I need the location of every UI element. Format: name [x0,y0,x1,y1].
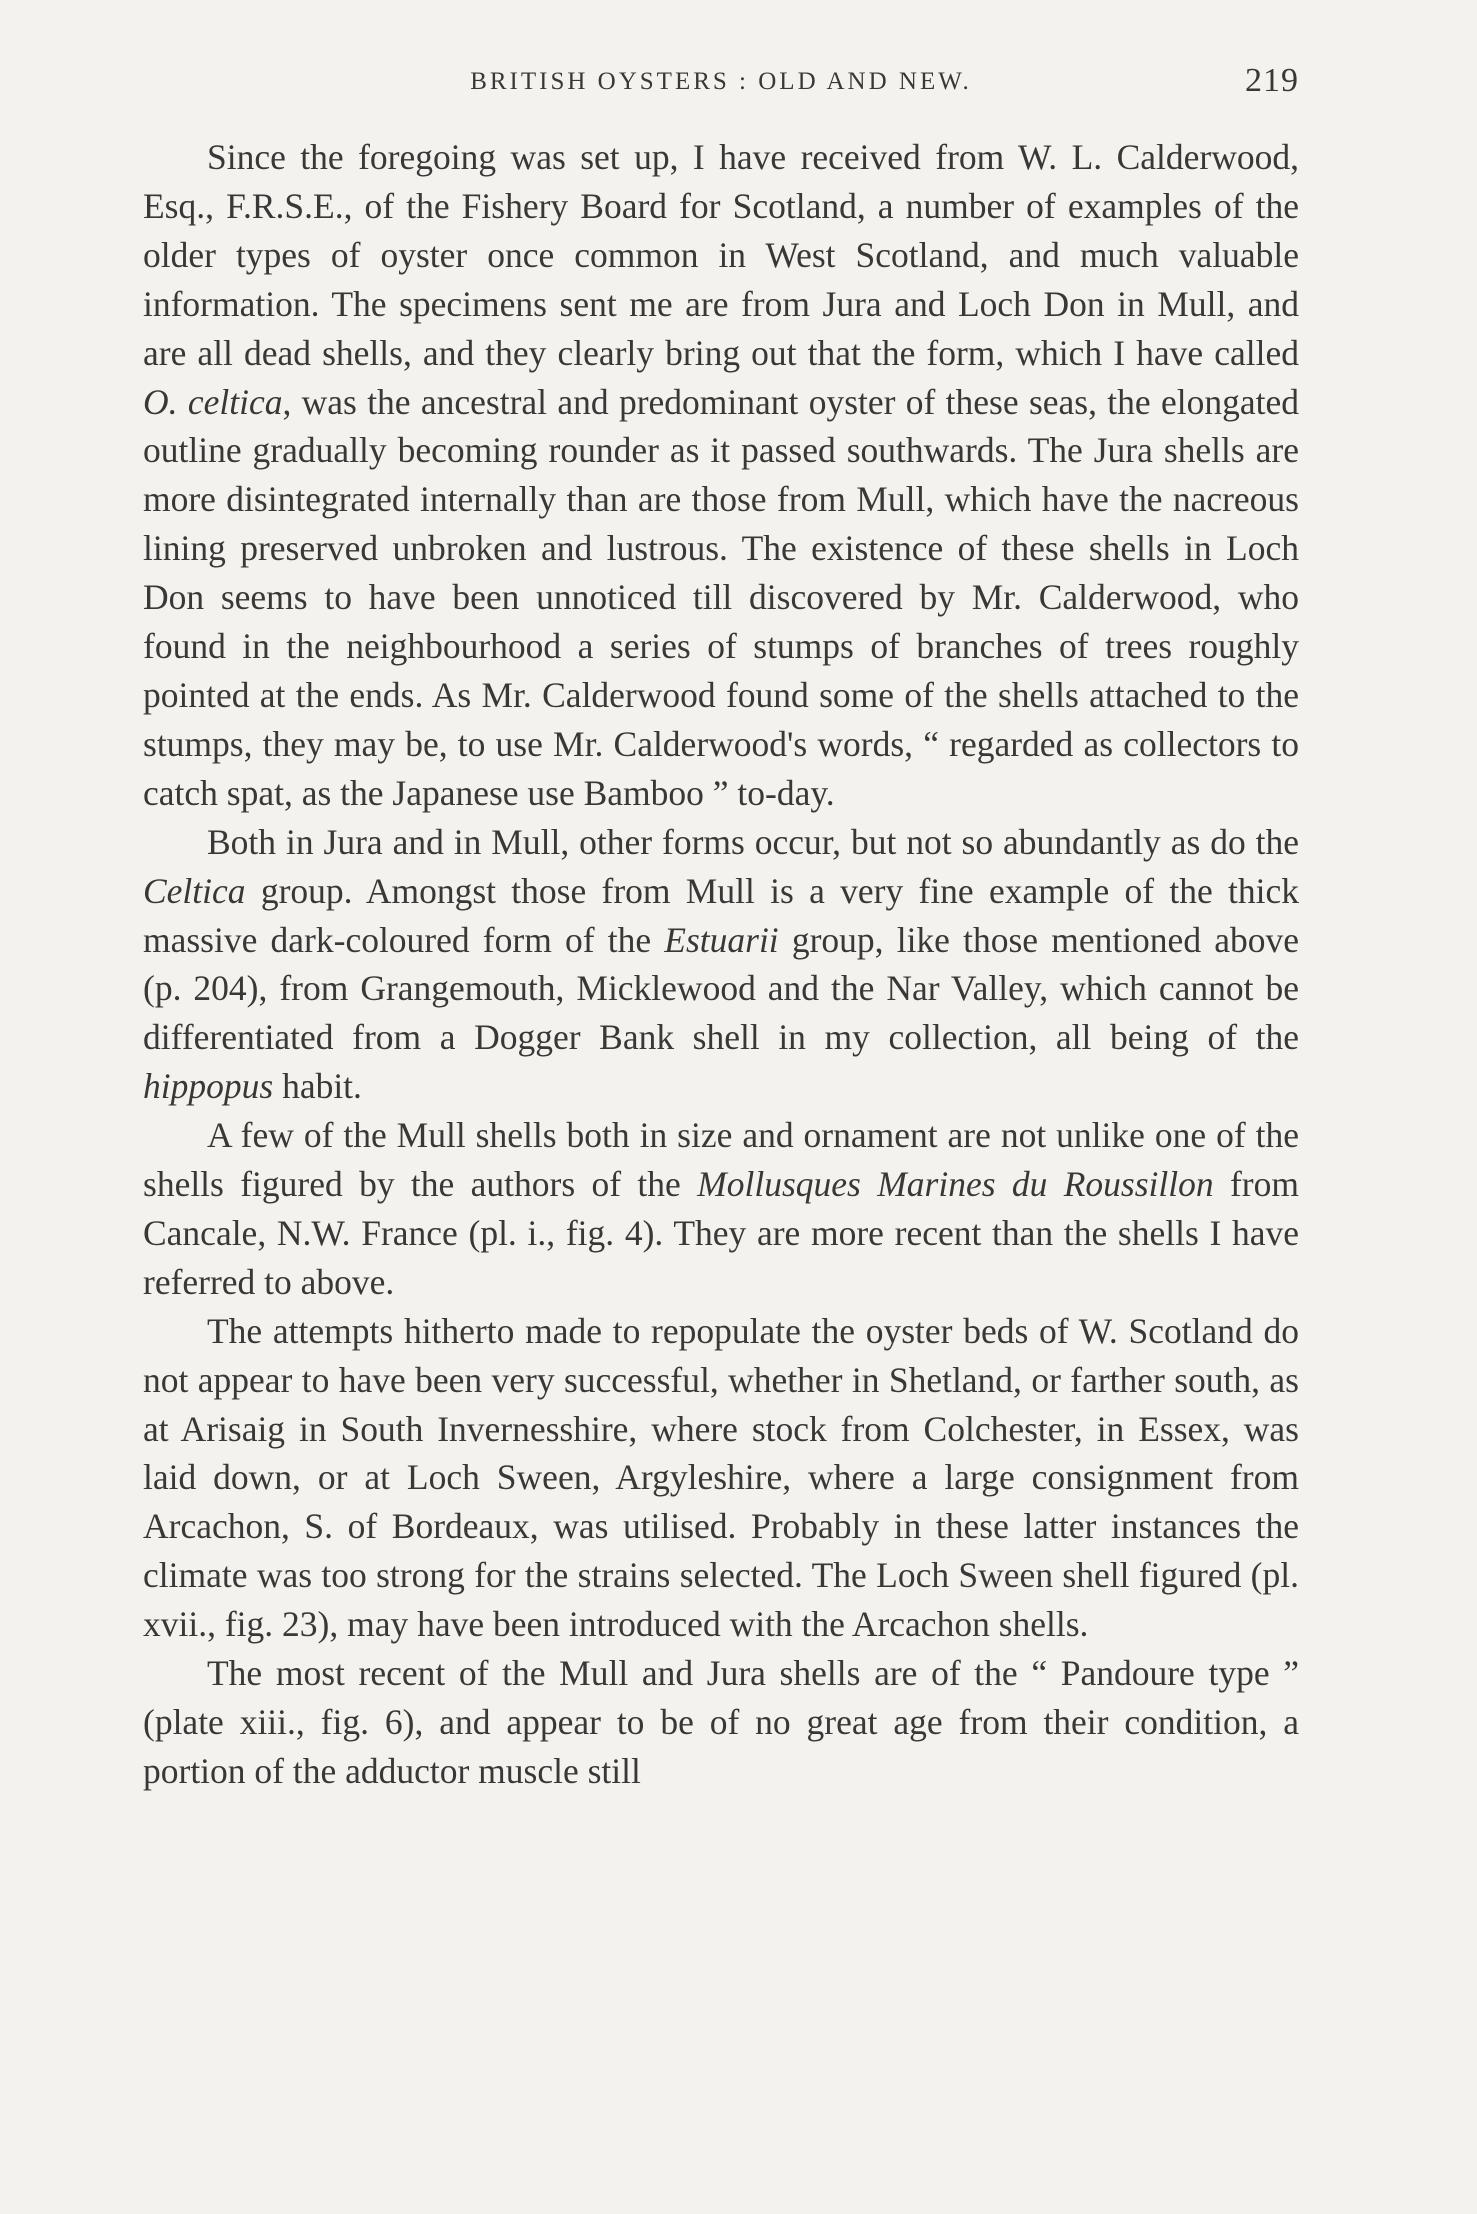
text-segment: The attempts hitherto made to repopulate the oyster beds of W. Scotland do not appear to have been very successful, whether in Shetland, or farther south, as at Arisaig in South Invernesshire, where stock from Colchester, in Essex, was laid down, or at Loch Sween, Argyleshire, where a large consignment from Arcachon, S. of Bordeaux, was utilised. Probably in these latter instances the climate was too strong for the strains selected. The Loch Sween shell figured (pl. xvii., fig. 23), may have been introduced with the Arcachon shells. [143,1310,1299,1645]
italic-segment: Celtica [143,870,246,911]
running-head [143,62,1299,102]
body-text [143,133,1299,1796]
paragraph [143,1649,1299,1796]
italic-segment: O. celtica [143,381,283,422]
italic-segment: Mollusques Marines du Roussillon [697,1164,1214,1205]
text-segment: from Cancale, N.W. France (pl. i., fig. 4). They are more recent than the shells I have referred to above. [143,1164,1299,1302]
text-segment: Since the foregoing was set up, I have received from W. L. Calderwood, Esq., F.R.S.E., of the Fishery Board for Scotland, a number of examples of the older types of oyster once common in West Scotland, and much valuable information. The specimens sent me are from Jura and Loch Don in Mull, and are all dead shells, and they clearly bring out that the form, which I have called [143,137,1299,373]
italic-segment: Estuarii [664,919,779,960]
paragraph [143,133,1299,818]
paragraph [143,1111,1299,1307]
text-segment: habit. [273,1066,362,1107]
text-segment: A few of the Mull shells both in size and ornament are not unlike one of the shells figured by the authors of the [143,1115,1299,1205]
paragraph [143,818,1299,1111]
text-segment: group, like those mentioned above (p. 204), from Grangemouth, Micklewood and the Nar Valley, which cannot be differentiated from a Dogger Bank shell in my collection, all being of the [143,919,1299,1058]
italic-segment: hippopus [143,1066,274,1107]
text-segment: group. Amongst those from Mull is a very fine example of the thick massive dark-coloured form of the [143,870,1299,960]
text-segment: The most recent of the Mull and Jura shells are of the “ Pandoure type ” (plate xiii., fig. 6), and appear to be of no great age from their condition, a portion of the adductor muscle still [143,1653,1299,1791]
page-number: 219 [1245,62,1299,99]
text-segment: , was the ancestral and predominant oyster of these seas, the elongated outline gradually becoming rounder as it passed southwards. The Jura shells are more disintegrated internally than are those from Mull, which have the nacreous lining preserved unbroken and lustrous. The existence of these shells in Loch Don seems to have been unnoticed till discovered by Mr. Calderwood, who found in the neighbourhood a series of stumps of branches of trees roughly pointed at the ends. As Mr. Calderwood found some of the shells attached to the stumps, they may be, to use Mr. Calderwood's words, “ regarded as collectors to catch spat, as the Japanese use Bamboo ” to-day. [143,381,1299,813]
text-segment: Both in Jura and in Mull, other forms occur, but not so abundantly as do the [207,821,1299,862]
running-title: BRITISH OYSTERS : OLD AND NEW. [470,68,972,95]
paragraph [143,1307,1299,1649]
